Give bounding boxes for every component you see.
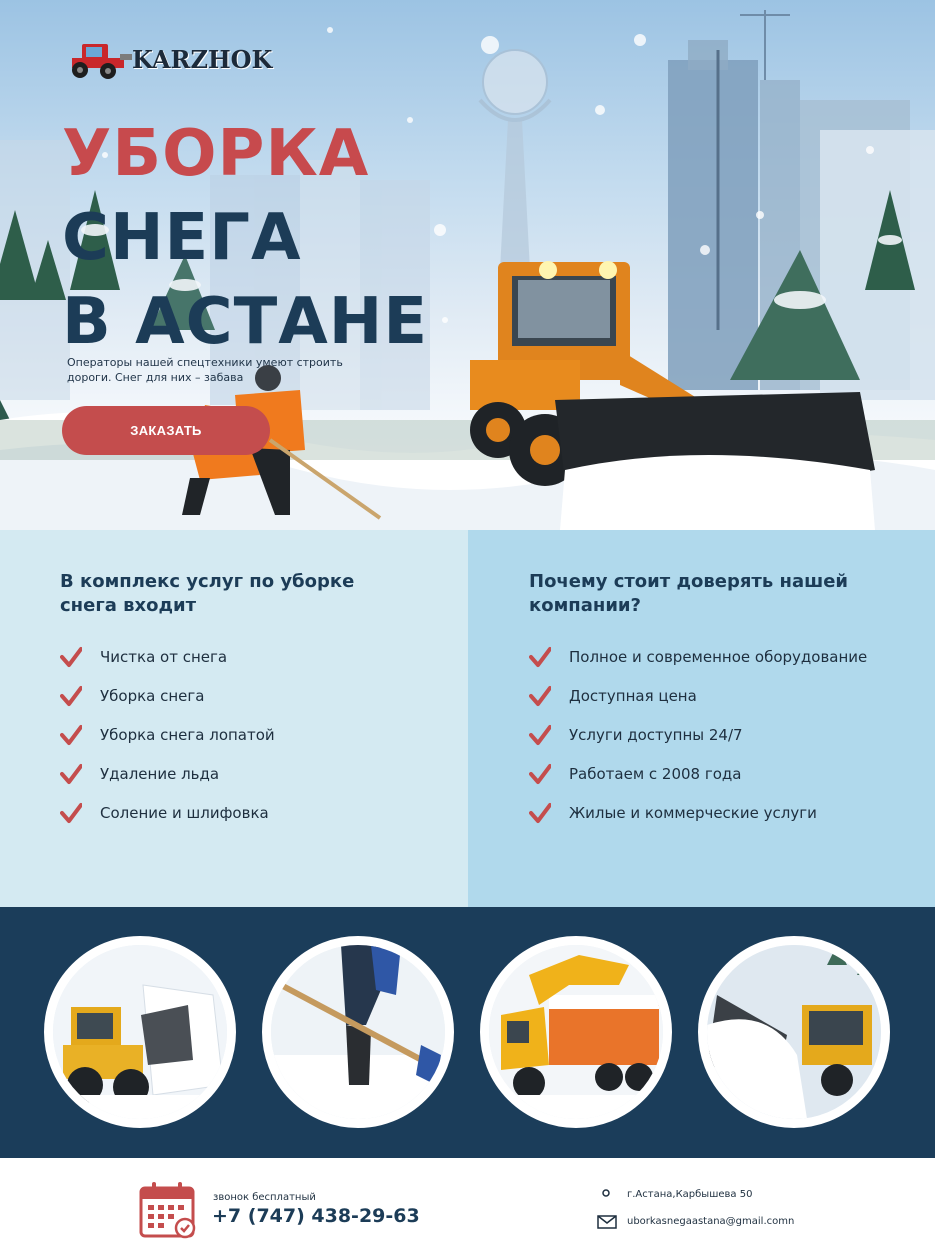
list-item-label: Жилые и коммерческие услуги <box>569 803 817 822</box>
truck-photo-image <box>489 945 663 1119</box>
checkmark-icon <box>529 685 551 707</box>
loader-photo-image <box>53 945 227 1119</box>
reasons-column <box>468 530 935 907</box>
envelope-icon <box>597 1215 617 1229</box>
gallery-photo-shovel[interactable] <box>262 936 454 1128</box>
shovel-photo-image <box>271 945 445 1119</box>
list-item <box>529 676 935 715</box>
list-item-label: Удаление льда <box>100 764 220 783</box>
list-item <box>60 637 468 676</box>
checkmark-icon <box>60 763 82 785</box>
title-line-3: В АСТАНЕ <box>62 285 429 359</box>
title-line-1: УБОРКА <box>62 117 370 191</box>
order-button[interactable]: ЗАКАЗАТЬ <box>62 406 270 455</box>
tower-shape <box>480 50 550 270</box>
address-text: г.Астана,Карбышева 50 <box>627 1189 753 1200</box>
list-item-label: Соление и шлифовка <box>100 803 269 822</box>
list-item-label: Уборка снега лопатой <box>100 725 275 744</box>
gallery-photo-plow[interactable] <box>698 936 890 1128</box>
checkmark-icon <box>60 646 82 668</box>
reasons-list <box>529 637 935 832</box>
list-item <box>60 676 468 715</box>
services-heading: В комплекс услуг по уборке снега входит <box>60 571 355 616</box>
checkmark-icon <box>529 646 551 668</box>
checkmark-icon <box>60 685 82 707</box>
checkmark-icon <box>529 802 551 824</box>
checkmark-icon <box>60 724 82 746</box>
checkmark-icon <box>60 802 82 824</box>
tractor-icon <box>64 38 134 80</box>
list-item <box>529 793 935 832</box>
gallery-photo-loader[interactable] <box>44 936 236 1128</box>
services-column <box>0 530 468 907</box>
title-line-2: СНЕГА <box>62 201 302 275</box>
hero-banner <box>0 0 935 530</box>
list-item-label: Чистка от снега <box>100 647 228 666</box>
plow-photo-image <box>707 945 881 1119</box>
location-icon <box>601 1188 611 1198</box>
features-section <box>0 530 935 907</box>
list-item-label: Уборка снега <box>100 686 205 705</box>
list-item <box>60 793 468 832</box>
list-item <box>60 715 468 754</box>
phone-link[interactable]: +7 (747) 438-29-63 <box>212 1205 420 1227</box>
list-item <box>529 754 935 793</box>
brand-logo-text: KARZHOK <box>132 44 273 74</box>
list-item-label: Полное и современное оборудование <box>569 647 868 666</box>
checkmark-icon <box>529 724 551 746</box>
services-list <box>60 637 468 832</box>
list-item-label: Работаем с 2008 года <box>569 764 742 783</box>
photo-gallery <box>0 907 935 1158</box>
list-item <box>529 715 935 754</box>
gallery-photo-truck[interactable] <box>480 936 672 1128</box>
brand-logo[interactable] <box>64 38 272 80</box>
list-item <box>60 754 468 793</box>
contacts-footer <box>0 1158 935 1259</box>
checkmark-icon <box>529 763 551 785</box>
reasons-heading: Почему стоит доверять нашей компании? <box>529 571 849 616</box>
email-link[interactable]: uborkasnegaastana@gmail.comn <box>627 1216 795 1227</box>
page-title <box>62 112 428 364</box>
list-item-label: Услуги доступны 24/7 <box>569 725 743 744</box>
list-item <box>529 637 935 676</box>
list-item-label: Доступная цена <box>569 686 697 705</box>
hero-subtitle: Операторы нашей спецтехники умеют строить дороги. Снег для них – забава <box>67 356 343 384</box>
free-call-label: звонок бесплатный <box>213 1192 316 1203</box>
calendar-icon <box>138 1180 198 1240</box>
